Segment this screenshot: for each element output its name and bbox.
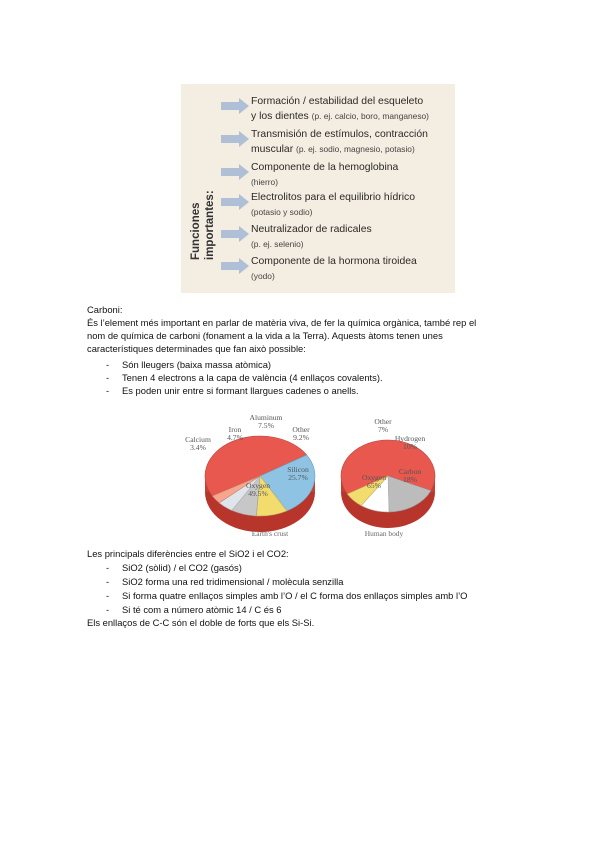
function-title-cont: muscular	[251, 144, 297, 155]
pie-title: Human body	[364, 529, 404, 538]
slice-label: Other	[374, 417, 392, 426]
slice-value-label: 9.2%	[293, 433, 309, 442]
differences-closing: Els enllaços de C-C són el doble de forts que els Si-Si.	[87, 617, 315, 628]
functions-figure	[181, 84, 455, 293]
side-label-line1: Funciones	[190, 202, 202, 260]
pie-chart	[185, 413, 315, 538]
pie-title: Earth's crust	[251, 529, 289, 538]
slice-label: Other	[292, 425, 310, 434]
list-item: - Són lleugers (baixa massa atòmica)	[106, 359, 272, 370]
slice-value-label: 25.7%	[288, 473, 308, 482]
slice-label: Oxygen	[245, 481, 271, 490]
function-example: (p. ej. selenio)	[251, 239, 304, 249]
list-item: - SiO2 forma una red tridimensional / molècula senzilla	[106, 576, 344, 587]
function-row	[221, 192, 453, 224]
slice-label: Aluminum	[249, 413, 283, 422]
list-item: - Tenen 4 electrons a la capa de valència (4 enllaços covalents).	[106, 372, 383, 383]
function-title-cont: y los dientes	[251, 111, 312, 122]
slice-label: Silicon	[287, 465, 309, 474]
function-subtitle	[251, 176, 278, 189]
function-example: (p. ej. calcio, boro, manganeso)	[311, 111, 429, 121]
arrow-right-icon	[221, 131, 249, 147]
slice-value-label: 65%	[367, 481, 381, 490]
slice-label: Calcium	[185, 435, 211, 444]
slice-label: Iron	[228, 425, 242, 434]
function-row	[221, 224, 453, 256]
slice-value-label: 7%	[377, 425, 389, 434]
function-row	[221, 162, 453, 194]
slice-value-label: 18%	[403, 475, 417, 484]
function-example: (potasio y sodio)	[251, 207, 313, 217]
function-example: (hierro)	[251, 177, 278, 187]
function-row	[221, 96, 453, 128]
arrow-right-icon	[221, 258, 249, 274]
carboni-paragraph-line3: característiques determinades que fan això possible:	[87, 343, 306, 354]
composition-pie-charts	[178, 408, 438, 543]
function-title: Componente de la hemoglobina	[251, 162, 399, 173]
slice-value-label: 4.7%	[227, 433, 243, 442]
slice-value-label: 10%	[403, 442, 417, 451]
function-title: Formación / estabilidad del esqueleto	[251, 96, 424, 107]
slice-value-label: 7.5%	[258, 421, 274, 430]
function-subtitle	[251, 270, 275, 283]
function-subtitle	[251, 206, 312, 219]
slice-value-label: 3.4%	[190, 443, 206, 452]
pie-chart	[341, 417, 435, 538]
arrow-right-icon	[221, 226, 249, 242]
slice-label: Carbon	[398, 467, 422, 476]
arrow-right-icon	[221, 98, 249, 114]
list-item: - Es poden unir entre si formant llargues cadenes o anells.	[106, 385, 359, 396]
slice-value-label: 49.5%	[248, 489, 268, 498]
function-subtitle	[251, 238, 304, 251]
carboni-heading: Carboni:	[87, 304, 123, 315]
slice-label: Hydrogen	[394, 434, 426, 443]
function-title: Componente de la hormona tiroidea	[251, 256, 417, 267]
function-subtitle	[251, 110, 429, 123]
function-row	[221, 256, 453, 288]
function-example: (yodo)	[251, 271, 275, 281]
arrow-right-icon	[221, 164, 249, 180]
carboni-paragraph-line1: És l’element més important en parlar de matèria viva, de fer la química orgànica, també rep el	[87, 317, 477, 328]
function-title: Electrolitos para el equilibrio hídrico	[251, 192, 416, 203]
arrow-right-icon	[221, 194, 249, 210]
function-title: Transmisión de estímulos, contracción	[251, 129, 428, 140]
function-example: (p. ej. sodio, magnesio, potasio)	[296, 144, 415, 154]
side-label-line2: importantes:	[204, 190, 216, 260]
function-row	[221, 129, 453, 161]
list-item: - Si té com a número atòmic 14 / C és 6	[106, 604, 282, 615]
carboni-paragraph-line2: nom de química de carboni (fonament a la vida a la Terra). Aquests àtoms tenen unes	[87, 330, 443, 341]
function-title: Neutralizador de radicales	[251, 224, 372, 235]
list-item: - Si forma quatre enllaços simples amb l’O / el C forma dos enllaços simples amb l’O	[106, 590, 468, 601]
list-item: - SiO2 (sòlid) / el CO2 (gasós)	[106, 562, 242, 573]
slice-label: Oxygen	[361, 473, 387, 482]
functions-side-label	[183, 142, 225, 264]
function-subtitle	[251, 143, 415, 156]
differences-heading: Les principals diferències entre el SiO2 i el CO2:	[87, 548, 289, 559]
